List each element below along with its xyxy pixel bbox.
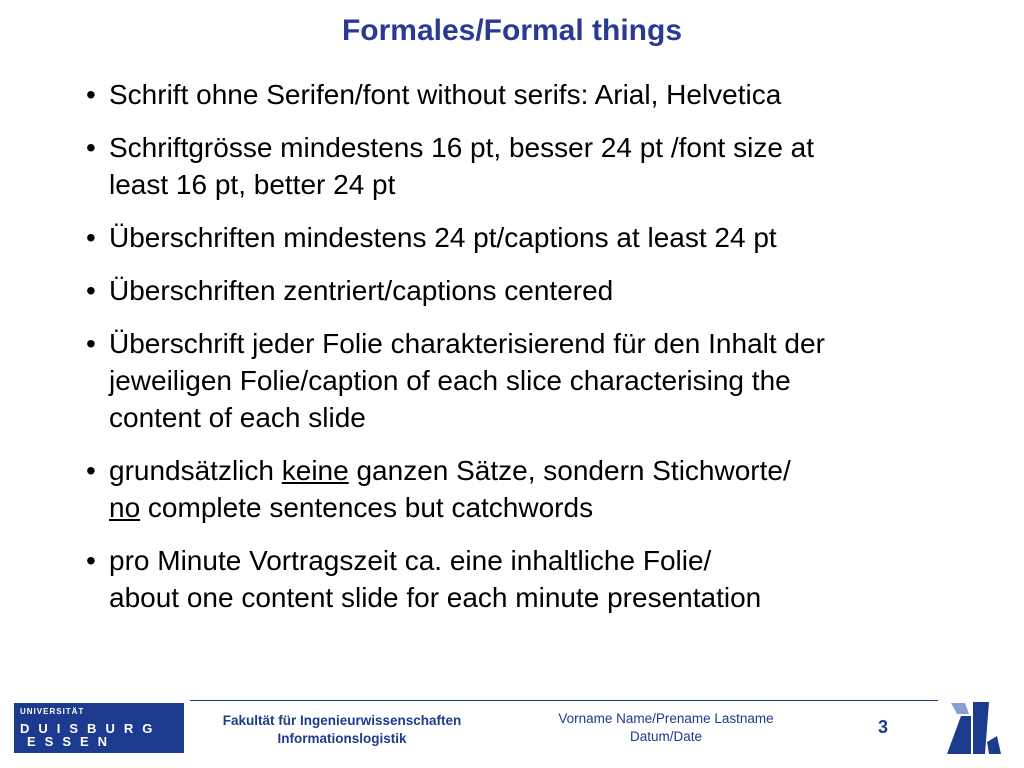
bullet-line: Überschriften mindestens 24 pt/captions at least 24 pt <box>109 222 777 253</box>
bullet-segment: complete sentences but catchwords <box>140 492 594 523</box>
underlined-keyword: no <box>109 492 141 523</box>
bullet-segment: grundsätzlich <box>109 455 282 486</box>
bullet-segment: ganzen Sätze, sondern Stichworte/ <box>348 455 791 486</box>
bullet-item <box>86 542 996 616</box>
faculty-line: Informationslogistik <box>277 731 407 746</box>
bullet-item <box>86 272 996 309</box>
bullet-text <box>109 452 996 526</box>
bullet-line: Überschrift jeder Folie charakterisierend für den Inhalt der <box>109 328 825 359</box>
bullet-marker: • <box>86 328 96 359</box>
bullet-item <box>86 452 996 526</box>
underlined-keyword: keine <box>281 455 349 486</box>
bullet-item <box>86 76 996 113</box>
bullet-line: jeweiligen Folie/caption of each slice characterising the <box>109 365 791 396</box>
faculty-text <box>190 712 494 748</box>
bullet-marker: • <box>86 275 96 306</box>
bullet-item <box>86 129 996 203</box>
university-logo <box>14 703 184 753</box>
bullet-marker: • <box>86 79 96 110</box>
logo-row-essen: ESSEN <box>27 734 117 749</box>
page-number: 3 <box>877 717 888 737</box>
bullet-line: content of each slide <box>109 402 366 433</box>
bullet-line: about one content slide for each minute presentation <box>109 582 762 613</box>
logo-shape-light <box>951 703 969 714</box>
bullet-item <box>86 325 996 436</box>
bullet-line: Schrift ohne Serifen/font without serifs: Arial, Helvetica <box>109 79 782 110</box>
bullet-marker: • <box>86 545 96 576</box>
logo-top-text: UNIVERSITÄT <box>20 707 85 716</box>
bullet-item <box>86 219 996 256</box>
bullet-text <box>109 325 996 436</box>
author-line: Vorname Name/Prename Lastname <box>558 711 774 726</box>
bullet-text <box>109 76 996 113</box>
bullet-text <box>109 542 996 616</box>
bullet-line: Schriftgrösse mindestens 16 pt, besser 24 pt /font size at <box>109 132 815 163</box>
logo-shape-dark <box>987 736 1001 754</box>
bullet-marker: • <box>86 222 96 253</box>
bullet-marker: • <box>86 132 96 163</box>
bullet-marker: • <box>86 455 96 486</box>
date-line: Datum/Date <box>629 729 703 744</box>
bullet-text <box>109 129 996 203</box>
bullet-line: least 16 pt, better 24 pt <box>109 169 396 200</box>
institute-logo-icon <box>945 700 1003 756</box>
bullet-line: pro Minute Vortragszeit ca. eine inhaltliche Folie/ <box>109 545 712 576</box>
slide-title: Formales/Formal things <box>341 14 683 47</box>
logo-row-duisburg: DUISBURG <box>20 721 162 736</box>
bullet-list <box>86 76 996 632</box>
author-text <box>516 710 816 746</box>
logo-shape-dark <box>973 702 989 754</box>
footer-divider <box>190 700 938 701</box>
bullet-text <box>109 219 996 256</box>
logo-shape-dark <box>947 716 971 754</box>
bullet-text <box>109 272 996 309</box>
bullet-line: Überschriften zentriert/captions centered <box>109 275 614 306</box>
faculty-line: Fakultät für Ingenieurwissenschaften <box>222 713 462 728</box>
